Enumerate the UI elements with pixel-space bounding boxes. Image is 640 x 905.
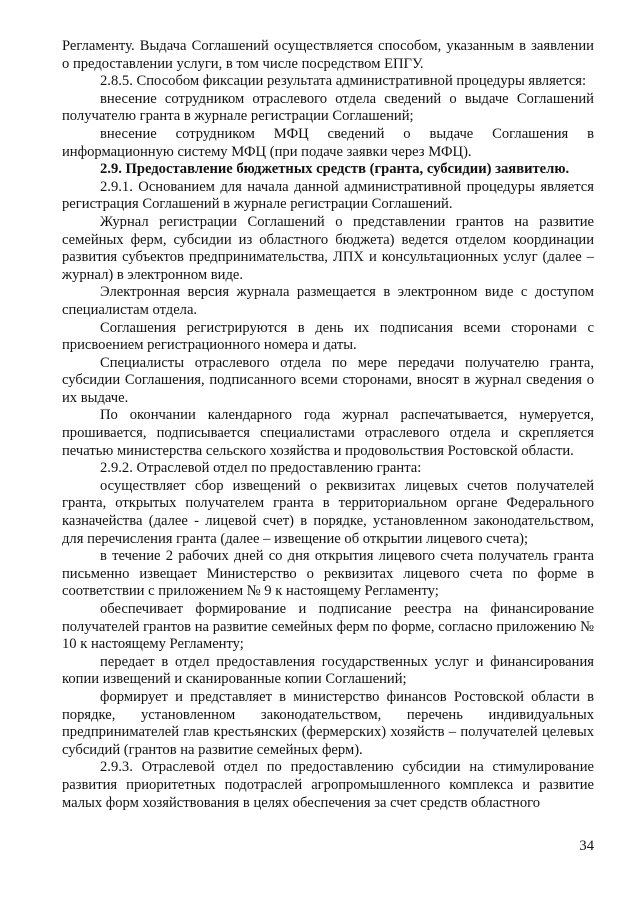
paragraph: внесение сотрудником МФЦ сведений о выдаче Соглашения в информационную систему МФЦ (при подаче заявки через МФЦ).: [62, 125, 594, 160]
paragraph: формирует и представляет в министерство финансов Ростовской области в порядке, установленном законодательством, перечень индивидуальных предпринимателей глав крестьянских (фермерских) хозяйств – получателей целевых субсидий (грантов на развитие семейных ферм).: [62, 688, 594, 758]
paragraph: 2.8.5. Способом фиксации результата административной процедуры является:: [100, 73, 587, 90]
paragraph: По окончании календарного года журнал распечатывается, нумеруется, прошивается, подписывается специалистами отраслевого отдела и скрепляется печатью министерства сельского хозяйства и продовольствия Ростовской области.: [62, 407, 594, 459]
paragraph: Электронная версия журнала размещается в электронном виде с доступом специалистам отдела.: [62, 284, 594, 318]
paragraph: Соглашения регистрируются в день их подписания всеми сторонами с присвоением регистрационного номера и даты.: [62, 319, 594, 354]
paragraph: передает в отдел предоставления государственных услуг и финансирования копии извещений и сканированные копии Соглашений;: [62, 653, 594, 688]
paragraph: осуществляет сбор извещений о реквизитах лицевых счетов получателей гранта, открытых получателем гранта в территориальном органе Федерального казначейства (далее - лицевой счет) в порядке, установленном законодательством, для перечисления гранта (далее – извещение об открытии лицевого счета);: [62, 477, 594, 547]
paragraph: внесение сотрудником отраслевого отдела сведений о выдаче Соглашений получателю гранта в журнале регистрации Соглашений;: [62, 90, 594, 125]
paragraph: обеспечивает формирование и подписание реестра на финансирование получателей грантов на развитие семейных ферм по форме, согласно приложению № 10 к настоящему Регламенту;: [62, 601, 594, 653]
paragraph: Регламенту. Выдача Соглашений осуществляется способом, указанным в заявлении о предоставлении услуги, в том числе посредством ЕПГУ.: [62, 38, 594, 72]
document-body: [62, 38, 594, 812]
paragraph: Журнал регистрации Соглашений о представлении грантов на развитие семейных ферм, субсидии из областного бюджета) ведется отделом координации развития субъектов предпринимательства, ЛПХ и консультационных услуг (далее – журнал) в электронном виде.: [62, 213, 594, 283]
paragraph: 2.9.1. Основанием для начала данной административной процедуры является регистрация Соглашений в журнале регистрации Соглашений.: [62, 178, 594, 213]
paragraph: 2.9.2. Отраслевой отдел по предоставлению гранта:: [100, 460, 422, 477]
paragraph: Специалисты отраслевого отдела по мере передачи получателю гранта, субсидии Соглашения, подписанного всеми сторонами, вносят в журнал сведения о их выдаче.: [62, 354, 594, 406]
section-heading: 2.9. Предоставление бюджетных средств (гранта, субсидии) заявителю.: [100, 161, 570, 178]
page-number: 34: [579, 838, 594, 854]
paragraph: в течение 2 рабочих дней со дня открытия лицевого счета получатель гранта письменно извещает Министерство о реквизитах лицевого счета по форме в соответствии с приложением № 9 к настоящему Регламенту;: [62, 548, 594, 600]
paragraph: 2.9.3. Отраслевой отдел по предоставлению субсидии на стимулирование развития приоритетных подотраслей агропромышленного комплекса и развитие малых форм хозяйствования в целях обеспечения за счет средств областного: [62, 759, 594, 811]
